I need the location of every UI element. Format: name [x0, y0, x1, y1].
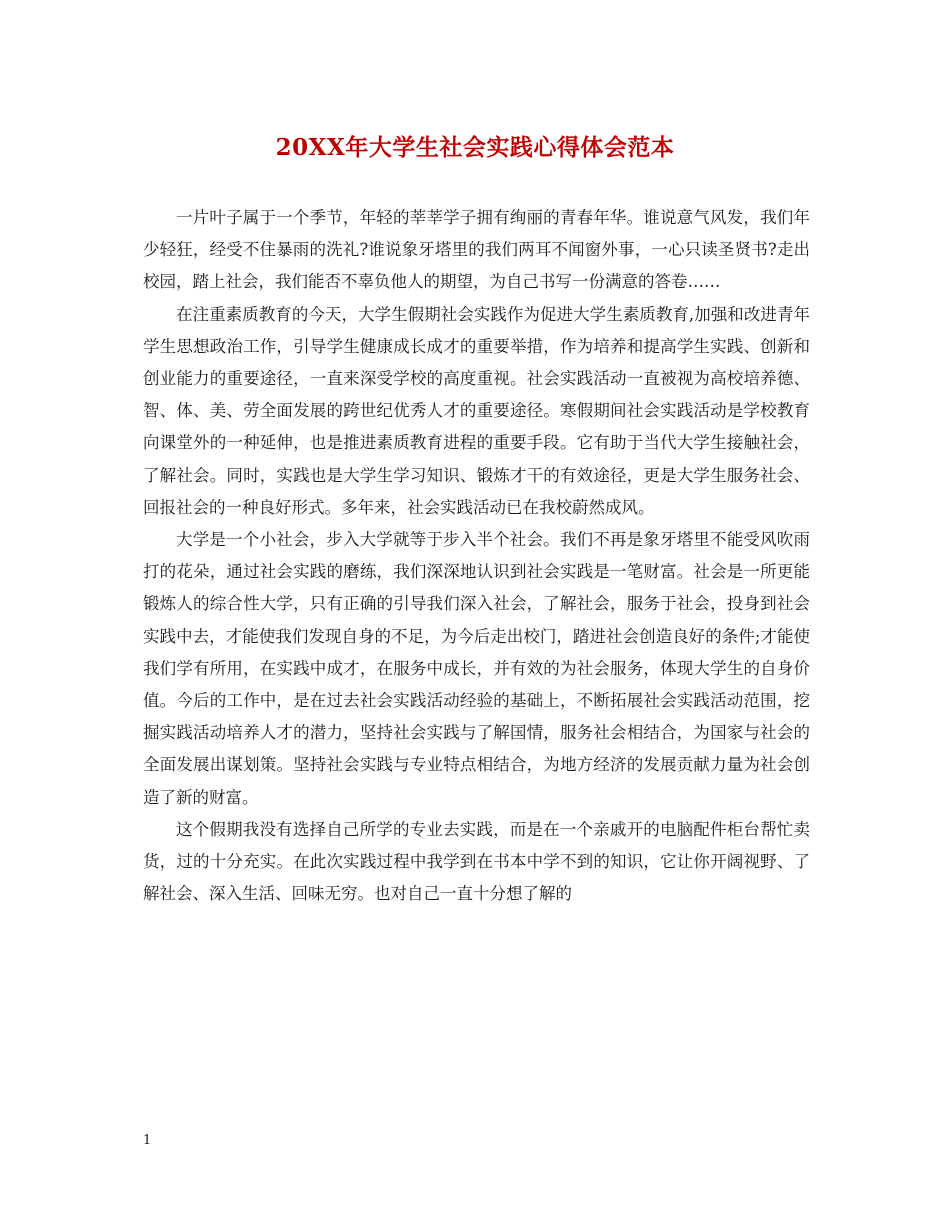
paragraph: 大学是一个小社会，步入大学就等于步入半个社会。我们不再是象牙塔里不能受风吹雨打的花朵，通过社会实践的磨练，我们深深地认识到社会实践是一笔财富。社会是一所更能锻炼人的综合性大学，只有正确的引导我们深入社会，了解社会，服务于社会，投身到社会实践中去，才能使我们发现自身的不足，为今后走出校门，踏进社会创造良好的条件;才能使我们学有所用，在实践中成才，在服务中成长，并有效的为社会服务，体现大学生的自身价值。今后的工作中，是在过去社会实践活动经验的基础上，不断拓展社会实践活动范围，挖掘实践活动培养人才的潜力，坚持社会实践与了解国情，服务社会相结合，为国家与社会的全面发展出谋划策。坚持社会实践与专业特点相结合，为地方经济的发展贡献力量为社会创造了新的财富。 [143, 530, 810, 807]
paragraph: 一片叶子属于一个季节，年轻的莘莘学子拥有绚丽的青春年华。谁说意气风发，我们年少轻狂，经受不住暴雨的洗礼?谁说象牙塔里的我们两耳不闻窗外事，一心只读圣贤书?走出校园，踏上社会，我们能否不辜负他人的期望，为自己书写一份满意的答卷…… [143, 208, 810, 292]
paragraph: 在注重素质教育的今天，大学生假期社会实践作为促进大学生素质教育,加强和改进青年学生思想政治工作，引导学生健康成长成才的重要举措，作为培养和提高学生实践、创新和创业能力的重要途径，一直来深受学校的高度重视。社会实践活动一直被视为高校培养德、智、体、美、劳全面发展的跨世纪优秀人才的重要途径。寒假期间社会实践活动是学校教育向课堂外的一种延伸，也是推进素质教育进程的重要手段。它有助于当代大学生接触社会，了解社会。同时，实践也是大学生学习知识、锻炼才干的有效途径，更是大学生服务社会、回报社会的一种良好形式。多年来，社会实践活动已在我校蔚然成风。 [143, 304, 810, 517]
paragraph: 这个假期我没有选择自己所学的专业去实践，而是在一个亲戚开的电脑配件柜台帮忙卖货，过的十分充实。在此次实践过程中我学到在书本中学不到的知识，它让你开阔视野、了解社会、深入生活、回味无穷。也对自己一直十分想了解的 [143, 819, 810, 904]
document-title: 20XX年大学生社会实践心得体会范本 [275, 134, 675, 161]
page-number: 1 [143, 1133, 152, 1148]
document-body [143, 202, 810, 910]
